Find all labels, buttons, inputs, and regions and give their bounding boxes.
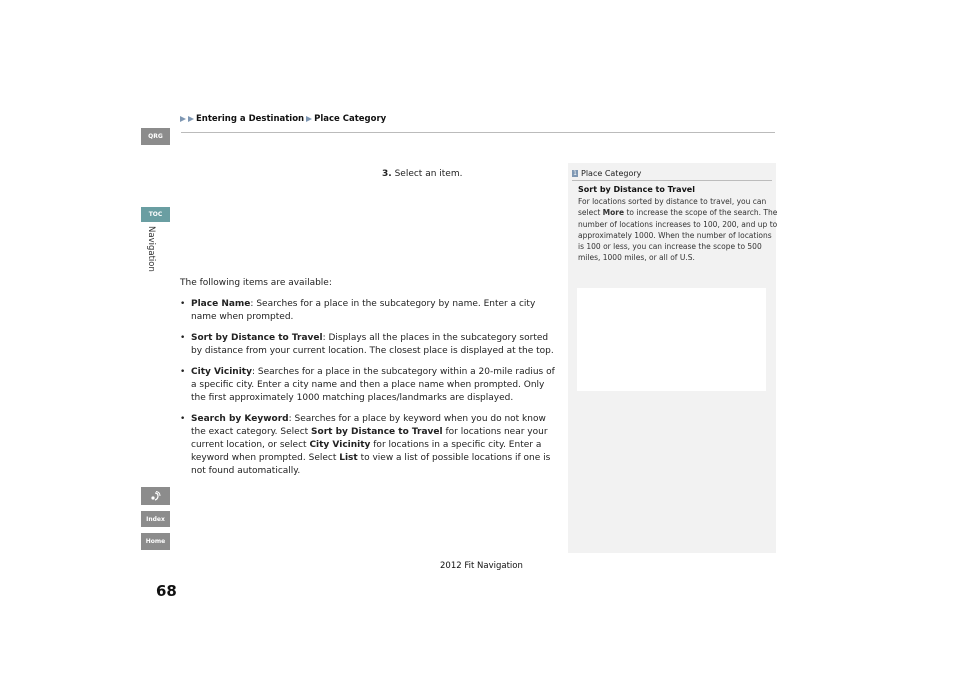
sidebar-note xyxy=(568,163,776,553)
tab-index[interactable]: Index xyxy=(141,511,170,527)
note-inline-bold: More xyxy=(602,208,625,218)
tab-toc[interactable]: TOC xyxy=(141,207,170,222)
item-text: : Searches for a place in the subcategory within a 20-mile radius of a specific city. Enter a city name and then a place name when prompted. Only the first approximately 1000 matching places/landmarks are displayed. xyxy=(191,367,555,403)
item-text: : Searches for a place in the subcategory by name. Enter a city name when prompted. xyxy=(191,299,536,322)
note-body: For locations sorted by distance to travel, you can select More to increase the scope of the search. The number of locations increases to 100, 200, and up to approximately 1000. When the number of locations is 100 or less, you can increase the scope to 500 miles, 1000 miles, or all of U.S. xyxy=(578,197,778,263)
items-intro: The following items are available: xyxy=(180,278,332,288)
item-text: : Displays all the places in the subcategory sorted by distance from your current location. The closest place is displayed at the top. xyxy=(191,333,554,356)
note-number-badge: 1 xyxy=(573,170,577,177)
breadcrumb-arrow-icon xyxy=(306,116,312,122)
item-inline-bold: List xyxy=(339,453,358,463)
items-list xyxy=(180,298,560,478)
step-number: 3. xyxy=(382,169,392,179)
section-label: Navigation xyxy=(146,226,156,272)
item-inline-bold: Sort by Distance to Travel xyxy=(311,427,443,437)
item-title: Sort by Distance to Travel xyxy=(191,333,323,343)
tab-voice[interactable] xyxy=(141,487,170,505)
breadcrumb-arrow-icon xyxy=(188,116,194,122)
breadcrumb-link-entering-destination[interactable]: Entering a Destination xyxy=(196,114,305,124)
item-title: City Vicinity xyxy=(191,367,252,377)
main-content xyxy=(180,168,560,486)
item-text: for locations near your current location, or select xyxy=(191,427,548,450)
item-text: to view a list of possible locations if one is not found automatically. xyxy=(191,453,551,476)
item-title: Place Name xyxy=(191,299,251,309)
header-divider xyxy=(181,132,775,133)
note-header-title: Place Category xyxy=(581,169,642,178)
breadcrumb-arrow-icon xyxy=(180,116,186,122)
note-title: Sort by Distance to Travel xyxy=(578,185,695,194)
list-item: • Place Name: Searches for a place in the subcategory by name. Enter a city name when prompted. xyxy=(180,299,536,322)
item-inline-bold: City Vicinity xyxy=(309,440,371,450)
list-item: • Sort by Distance to Travel: Displays all the places in the subcategory sorted by distance from your current location. The closest place is displayed at the top. xyxy=(180,333,554,356)
breadcrumb xyxy=(180,114,386,124)
breadcrumb-current-place-category: Place Category xyxy=(314,114,387,124)
item-text: : Searches for a place by keyword when you do not know the exact category. Select xyxy=(191,414,546,437)
page-number: 68 xyxy=(156,582,177,600)
list-item: • Search by Keyword: Searches for a place by keyword when you do not know the exact category. Select Sort by Distance to Travel for locations near your current location, or select City Vicinity for locations in a specific city. Enter a keyword when prompted. Select List to view a list of possible locations if one is not found automatically. xyxy=(180,414,551,476)
tab-qrg[interactable]: QRG xyxy=(141,128,170,145)
step-text: Select an item. xyxy=(394,169,463,179)
tab-home[interactable]: Home xyxy=(141,533,170,550)
note-header xyxy=(572,167,772,181)
item-title: Search by Keyword xyxy=(191,414,289,424)
footer-title: 2012 Fit Navigation xyxy=(440,561,523,571)
note-screen-image xyxy=(577,288,766,391)
voice-command-icon xyxy=(150,490,162,502)
list-item: • City Vicinity: Searches for a place in the subcategory within a 20-mile radius of a specific city. Enter a city name and then a place name when prompted. Only the first approximately 1000 matching places/landmarks are displayed. xyxy=(180,367,555,403)
item-text: for locations in a specific city. Enter a keyword when prompted. Select xyxy=(191,440,542,463)
step-3 xyxy=(382,168,560,181)
